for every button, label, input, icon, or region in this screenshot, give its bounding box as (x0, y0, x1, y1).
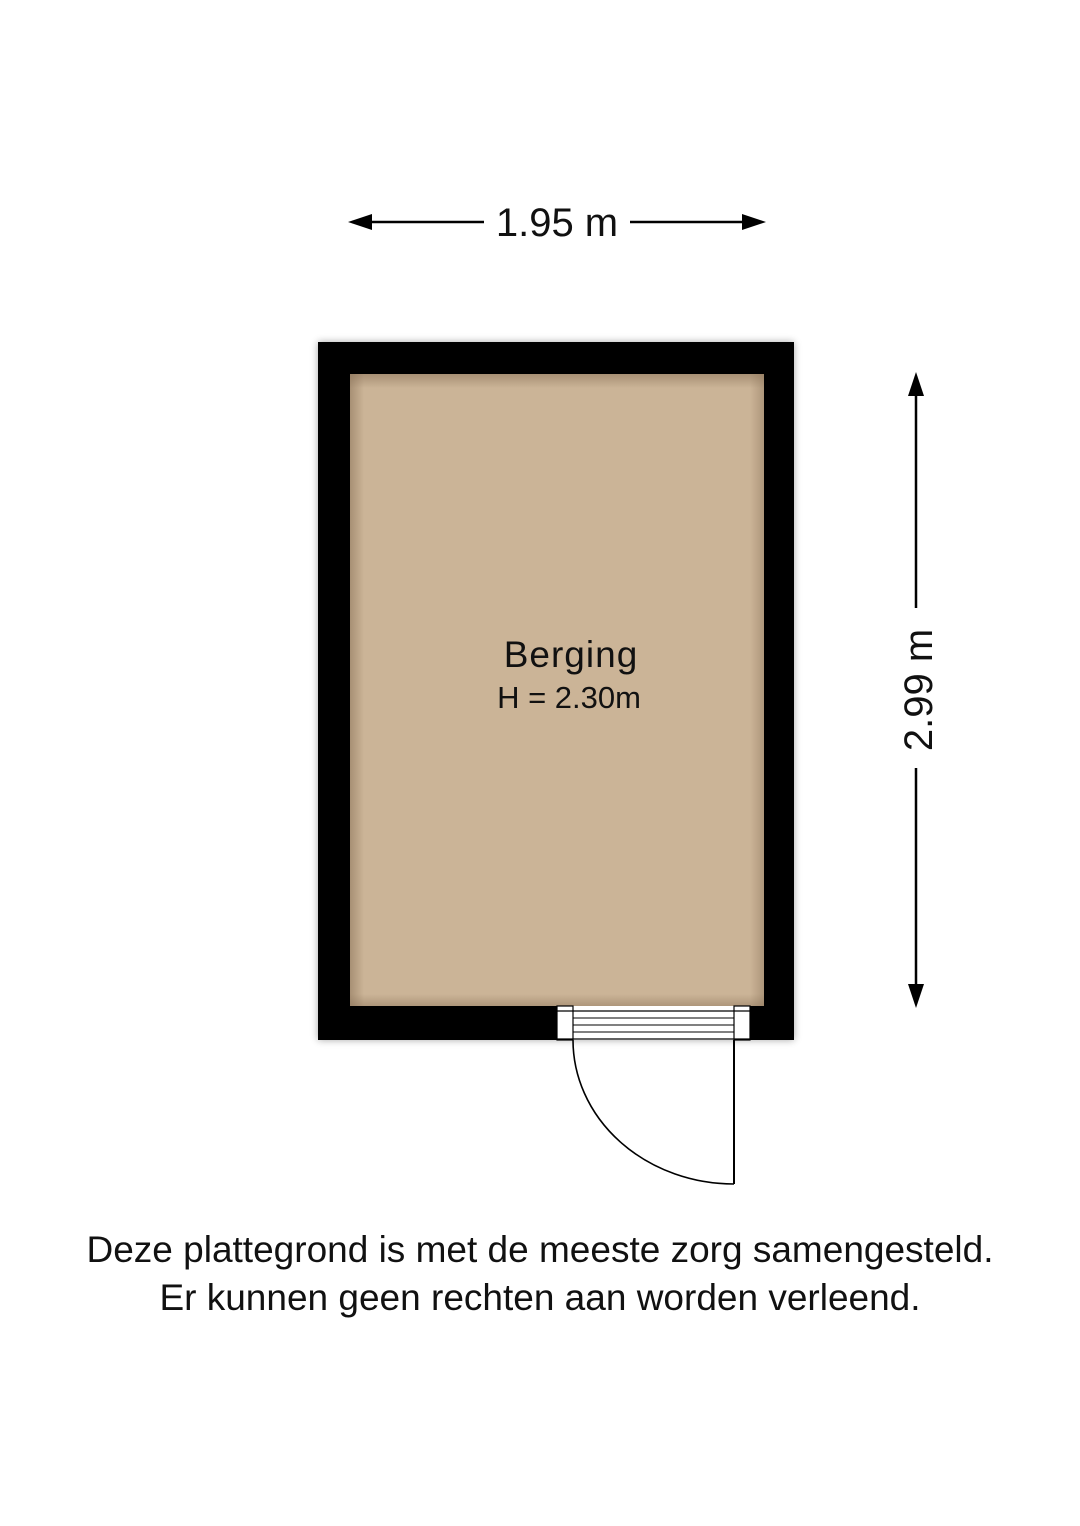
room-height: H = 2.30m (497, 680, 641, 715)
floor-shade-left (350, 374, 364, 1006)
floor-shade-top (350, 374, 764, 388)
arrow-right-icon (742, 214, 766, 230)
depth-dimension-label: 2.99 m (897, 628, 941, 752)
disclaimer-line-1: Deze plattegrond is met de meeste zorg samengesteld. (86, 1229, 994, 1270)
disclaimer (0, 1226, 1080, 1322)
room-name: Berging (503, 634, 639, 675)
disclaimer-line-2: Er kunnen geen rechten aan worden verleend. (159, 1277, 921, 1318)
arrow-down-icon (908, 984, 924, 1008)
arrow-left-icon (348, 214, 372, 230)
room-berging (318, 342, 794, 1040)
depth-dimension (897, 372, 941, 1008)
floor-shade-bottom (350, 994, 764, 1006)
floor-shade-right (750, 374, 764, 1006)
door (557, 1006, 750, 1184)
width-dimension-label: 1.95 m (495, 201, 619, 245)
door-swing-arc (573, 1040, 734, 1184)
width-dimension (348, 201, 766, 245)
arrow-up-icon (908, 372, 924, 396)
